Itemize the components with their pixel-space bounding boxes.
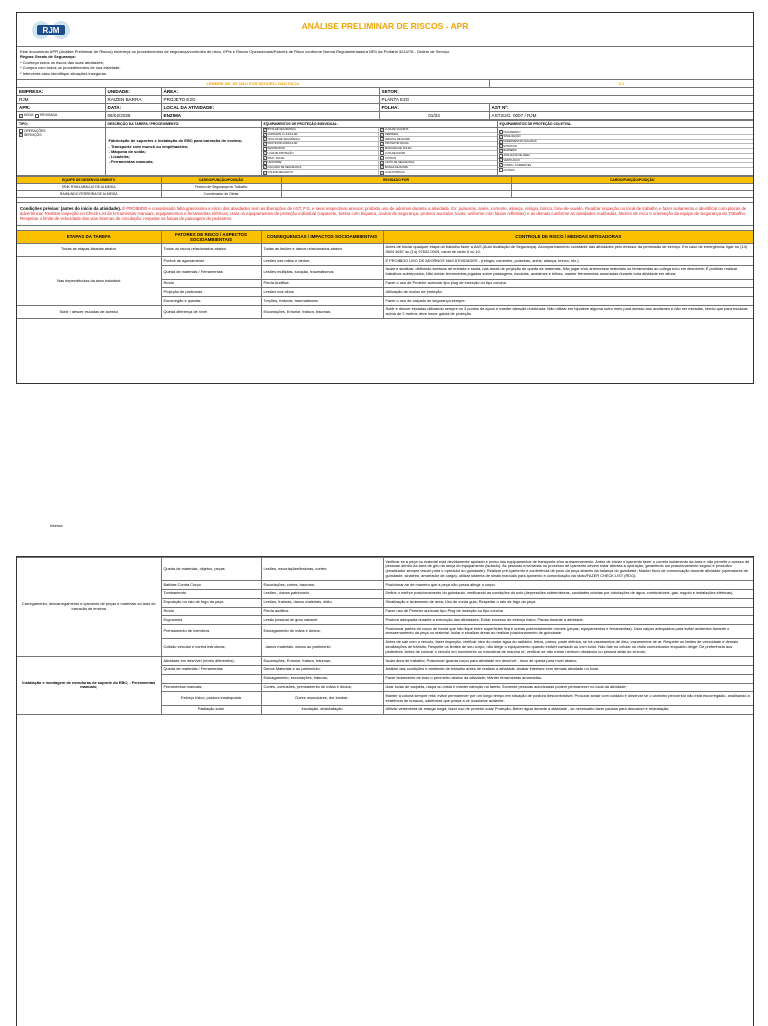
epi-item: [262, 170, 379, 175]
reminder-banner: LEMBRE-SE: SE NÃO FOR SEGURO, NÃO FAÇA: [17, 80, 489, 88]
epi-label: BOTA DE SEGURANÇA: [267, 128, 296, 132]
table-row: [17, 257, 753, 266]
risk-factor: Projeção de partículas: [161, 288, 261, 297]
risk-consequence: Lesão pessoal de grau variavel: [261, 616, 383, 625]
epi-label: AVENTAL DE RASPA: [385, 137, 410, 141]
epc-label: OUTROS: [503, 168, 515, 172]
risk-factor: Queda de materiais / Ferramentas: [161, 265, 261, 279]
task-stage: Carregamento, descarregamento e içamento de peças e materiais ao lado do barracão de enzima: [17, 558, 161, 657]
epi-checkbox[interactable]: ✓: [263, 132, 267, 137]
company-logo: [31, 19, 71, 41]
empresa-value: RJM: [17, 96, 105, 104]
risk-factor: Ferramentas manuais;: [161, 683, 261, 692]
svg-text:RJM: RJM: [42, 25, 60, 35]
prior-conditions: [17, 202, 753, 226]
tipo-label: TIPO:: [17, 121, 105, 128]
epi-checkbox[interactable]: ✓: [381, 156, 384, 160]
risk-consequence: Cortes, contusões, prensamento de mãos e dedos;: [261, 683, 383, 692]
risk-factor: Escorregão e quedas: [161, 297, 261, 306]
epc-list: [497, 128, 753, 176]
risk-consequence: Perda Auditiva: [261, 279, 383, 288]
risk-consequence: . danos materiais, danos ao patrimonio: [261, 638, 383, 656]
risk-consequence: Lesões múltiplas, luxação, traumatismos: [261, 265, 383, 279]
tipo-options: [17, 128, 105, 176]
risk-consequence: Dores musculares, dor lombar;: [261, 692, 383, 706]
header-form-table: [17, 79, 753, 120]
revisado-header: REVISADO POR: [281, 176, 511, 183]
epi-checkbox[interactable]: ✓: [381, 132, 384, 137]
unidade-label: UNIDADE:: [105, 88, 161, 96]
risk-consequence: Lesões, fraturas, danos materiais, óbito: [261, 598, 383, 607]
revisado-empty-2: [281, 190, 511, 197]
risk-consequence: Lesões nas mãos e dedos;: [261, 257, 383, 266]
epi-label: EQUIPAMENTOS DE PROTEÇÃO INDIVIDUAL:: [261, 121, 497, 128]
epi-label: RESPIRADOR: [267, 147, 285, 151]
page-title: ANÁLISE PRELIMINAR DE RISCOS - APR: [301, 20, 469, 31]
folha-label: FOLHA:: [379, 104, 489, 112]
epi-label: CALÇADO DE SEGURANÇA: [267, 165, 302, 169]
equipment-table: [17, 120, 753, 176]
epi-checkbox[interactable]: ✓: [263, 165, 267, 170]
epi-label: CINTO DE SEGURANÇA: [385, 161, 415, 165]
risk-factor: Queda de materiais, objetos, peças: [161, 558, 261, 581]
apr-page-2: [16, 556, 754, 1026]
epi-label: PROT. FACIAL: [267, 156, 285, 160]
risk-control: É PROIBIDO USO DE ADORNOS NAS ATIVIDADES - (relógio, correntes, pulseiras, anéis, aliança, brinco, etc.).: [383, 257, 753, 266]
local-value: ENZIMA: [161, 112, 379, 120]
epi-label: COLETE REFLETIVO: [267, 171, 294, 175]
epi-label: PROTETOR AURICULAR: [267, 142, 298, 146]
desc-line-2: - Transporte com munck ou empilhadeira;: [108, 143, 189, 149]
epc-checkbox[interactable]: ✓: [499, 134, 503, 139]
epc-label: EXTINTOR: [503, 144, 517, 148]
epc-label: CONES / CORRENTES: [503, 163, 532, 167]
nova-label: NOVA: [24, 113, 34, 118]
epi-label: MÁSCARA DE SOLDA: [385, 147, 412, 151]
epc-checkbox[interactable]: [499, 168, 503, 172]
epc-checkbox[interactable]: [499, 154, 503, 158]
task-stage: Nas dependências da área industrial: [17, 257, 161, 306]
epc-label: FERRAMENTAS ISOLADAS: [503, 140, 537, 144]
epc-checkbox[interactable]: ✓: [499, 139, 503, 144]
epi-checkbox[interactable]: ✓: [381, 137, 384, 142]
epc-label: SINALIZAÇÃO: [503, 135, 521, 139]
risk-control: Antes de Iniciar qualquer etapa do trabalho fazer a AAS (Auto Avaliação de Segurança). Acompanhamento constante das atividades pelo emissor da permissão de serviço. Em caso de emergência, ligar no (14) 3604 4687 ou (14) 97602-0009, canal de rádio 5 ou 10.: [383, 243, 753, 257]
empresa-label: EMPRESA:: [17, 88, 105, 96]
risk-control: Fazer isolamento de todo o perímetro abaixo da atividade; Manter ferramentas amarradas;: [383, 674, 753, 683]
risk-control: Subir e descer escadas utilizando sempre os 3 pontos de apoio e manter atenção redobrada. Não utilizar em hipótese alguma outro meio para acesso aos andaimes e não ser escadas, sendo que para escadas acima de 2 metros deve haver gaiola de proteção.: [383, 305, 753, 319]
risk-control: Fazer o uso de calçado de segurança sempre.: [383, 297, 753, 306]
epi-label: LUVA DE VAQUETA: [385, 128, 409, 132]
area-label: ÁREA:: [161, 88, 379, 96]
risk-control: Isolar área de trabalho; Posicionar guarda corpo para atividade em desnível - risco de queda para nível abaixo;: [383, 657, 753, 666]
task-stage: Subir / descer escadas de acesso: [17, 305, 161, 319]
desc-line-4: - Lixadeira;: [108, 154, 130, 160]
revisado-role-empty-1: [511, 183, 753, 190]
risk-factor: Pontos de agarramento: [161, 257, 261, 266]
classification-label: Interna: [50, 523, 63, 528]
epi-label: LUVA DE RASPA: [385, 151, 406, 155]
risk-factor: Ergonomia: [161, 616, 261, 625]
risk-control: Fazer uso de Protetor auricular tipo Plug de inserção ou tipo concha: [383, 607, 753, 616]
epc-checkbox[interactable]: ✓: [499, 144, 503, 149]
epi-checkbox[interactable]: ✓: [263, 151, 267, 156]
local-label: LOCAL DA ATIVIDADE:: [161, 104, 379, 112]
revisada-label: REVISADA: [40, 113, 58, 118]
epi-checkbox[interactable]: ✓: [381, 160, 384, 165]
risk-control: Utilizar vestimenta de manga longa, fazer uso de protetor solar Proteção; Beber água durante a atividade - se necessário fazer pausas para descanso e reidratação;: [383, 705, 753, 714]
epi-checkbox[interactable]: ✓: [263, 156, 267, 160]
epi-label: MANGA DE RASPA: [385, 165, 409, 169]
risk-consequence: Esmagamento, escoriações, fraturas;: [261, 674, 383, 683]
epi-label: CAPACETE C/ JUGULAR: [267, 133, 298, 137]
intro-section: [17, 47, 753, 79]
risk-factor: Ruído: [161, 607, 261, 616]
risk-control: Fazer o uso de Protetor auricular tipo plug de inserção ou tipo concha.: [383, 279, 753, 288]
epi-item: [379, 170, 497, 175]
apr-label: APR:: [17, 104, 105, 112]
data-value: 06/02/2025: [105, 112, 161, 120]
epi-label: PROTETOR FACIAL: [385, 142, 410, 146]
tipo-operacoes: OPERAÇÕES: [24, 129, 46, 134]
folha-value: 01/03: [379, 112, 489, 120]
epi-checkbox[interactable]: ✓: [381, 141, 384, 146]
version-label: V.1: [489, 80, 753, 88]
risk-consequence: Todas as lesões e danos relacionados abaixo: [261, 243, 383, 257]
risk-factor: Radiação solar: [161, 705, 261, 714]
risk-consequence: Lesões , danos patrimonio: [261, 589, 383, 598]
intro-text: Este documento APR (Análise Preliminar de Riscos) endereça os procedimentos de segurança/controles de risco, EPIs e Riscos Operacionais/Fatores de Risco conforme Norma Regulamentadora NR1 da Portaria 3214/78 - Ordem de Serviço.: [20, 49, 451, 54]
nova-checkbox[interactable]: ✓: [20, 113, 23, 118]
risk-consequence: Perda auditiva: [261, 607, 383, 616]
cargo-header: CARGO/FUNÇÃO/POSIÇÃO: [161, 176, 281, 183]
task-stage: Todas as etapas listadas abaixo: [17, 243, 161, 257]
col-controle: CONTROLE DE RISCO / MEDIDAS MITIGADORAS: [383, 230, 753, 243]
setor-label: SETOR:: [379, 88, 753, 96]
epc-item: [498, 168, 754, 173]
rules-title: Regras Gerais de Segurança:: [20, 54, 76, 60]
epc-checkbox[interactable]: ✓: [499, 158, 503, 163]
epc-label: ISOLAMENTO: [503, 130, 521, 134]
epc-label: BARREIRA: [503, 149, 517, 153]
data-label: DATA:: [105, 104, 161, 112]
ast-value: AST.E2G. 0007 / RJM: [489, 112, 753, 120]
risk-table-2: [17, 557, 753, 715]
col-consequencias: CONSEQUENCIAS / IMPACTOS SOCIOAMBIENTAIS: [261, 230, 383, 243]
col-etapas: ETAPAS DA TAREFA: [17, 230, 161, 243]
risk-factor: Queda diferença de nível: [161, 305, 261, 319]
risk-control: Sinalização e isolamento de área; Uso de corda guia; Respeitar o raio de fogo da peça.: [383, 598, 753, 607]
setor-value: PLANTA E2G: [379, 96, 753, 104]
epc-checkbox[interactable]: ✓: [499, 130, 503, 135]
epi-label: PERNEIRA: [385, 133, 399, 137]
risk-control: Utilização de óculos de proteção: [383, 288, 753, 297]
epi-label: UNIFORME: [267, 161, 282, 165]
risk-consequence: Escoriações, cortes, traumas;: [261, 581, 383, 590]
risk-consequence: Escoriações, Entorse, fratura, traumas;: [261, 305, 383, 319]
risk-consequence: Escoriações, Entorse, fratura, traumas;: [261, 657, 383, 666]
epi-checkbox[interactable]: ✓: [381, 165, 384, 170]
risk-control: Verificar se a peça ou material está devidamente apoiado e preso nos equipamentos de transporte e/ou armazenamento. Antes de iniciar o içamento fazer o correto isolamento da área e não permitir o acesso de pessoas dentro da área de giro da lança do equipamento (isolado). As pessoas envolvidas no processo de içamento devem estar atentas à operação, garantindo um posicionamento seguro e produtivo (sinalizador sempre visível para o operador do guindaste). Realizar pré-içamento e conferência de peso da peça através da balança do guindaste; Manter fluxo de comunicação durante atividade (operadores de guindaste, sinaleiro, amarrador de carga), utilizar sistema de sinais manuais para içamento e comunicação via rádio/FAZER CHECK LIST (RDG).: [383, 558, 753, 581]
tipo-servicos: SERVIÇOS: [24, 133, 42, 138]
servicos-checkbox[interactable]: ✓: [20, 133, 23, 138]
epc-checkbox[interactable]: ✓: [499, 163, 503, 168]
epi-checkbox[interactable]: [380, 151, 384, 155]
risk-factor: [161, 674, 261, 683]
ast-label: AST Nº:: [489, 104, 753, 112]
epi-checkbox[interactable]: ✓: [381, 170, 384, 175]
task-stage: Instalação e montagem de estruturas de suporte do EBC; - Ferramentas manuais;: [17, 657, 161, 715]
risk-factor: Exposição no raio de fogo da peça: [161, 598, 261, 607]
table-row: [17, 243, 753, 257]
epi-checkbox[interactable]: ✓: [263, 160, 267, 165]
revisada-checkbox[interactable]: [35, 114, 39, 118]
risk-control: Manter a coluna sempre reta; evitar permanecer por um longo tempo em situação de postura desconfortável; Procurar andar com cuidado e observar se o caminho percorrido não está escorregadio, analisando a existência de buracos, saliências que possa a vir ocasionar acidente.: [383, 692, 753, 706]
risk-factor: Ruído: [161, 279, 261, 288]
epi-label: LUVA DE PROTEÇÃO: [267, 151, 294, 155]
risk-control: Posicionar partes do corpo de forma que não fique entre superfícies fixa e outras potencialmente móveis (peças, equipamentos e ferramentas). Usar calços adequados para evitar acidentes durante o armazenamento da peça ou material. Isolar e sinalizar áreas ao realizar posicionamento de guindaste.: [383, 625, 753, 639]
table-row: [17, 558, 753, 581]
team-role-1: Técnico de Segurança do Trabalho: [161, 183, 281, 190]
risk-control: Usar luvas de vaqueta, raspa ou mista e manter atenção na tarefa; Somente pessoas autorizadas podem permanecer no local da atividade;: [383, 683, 753, 692]
risk-factor: Todos os riscos relacionados abaixo: [161, 243, 261, 257]
risk-control: Definir o melhor posicionamento do guindauto, verificando as condições do solo (depressões subterrâneas, cavidades criadas por tubulações de água, combustíveis, gás, esgoto e instalações elétricas).: [383, 589, 753, 598]
task-description: [105, 128, 261, 176]
risk-consequence: Lesões, escoriações/fraturas, cortes;: [261, 558, 383, 581]
epi-label: OUTROS: [385, 156, 397, 160]
epi-checkbox[interactable]: ✓: [263, 170, 267, 175]
table-row: [17, 305, 753, 319]
risk-factor: Colisão veicular e contra estruturas;: [161, 638, 261, 656]
col-fatores: FATORES DE RISCO / ASPECTOS SOCIOAMBIENTAIS: [161, 230, 261, 243]
risk-factor: Queda de materiais / Ferramentas: [161, 665, 261, 674]
risk-factor: Esforço físico, postura inadequada: [161, 692, 261, 706]
risk-consequence: Esmagamento de mãos e dedos;: [261, 625, 383, 639]
risk-consequence: Insolação, desidratação: [261, 705, 383, 714]
risk-consequence: Danos Materiais e ao patrimônio;: [261, 665, 383, 674]
apr-page-1: [16, 12, 754, 384]
table-row: [17, 657, 753, 666]
epi-checkbox[interactable]: ✓: [263, 141, 267, 146]
epi-list: [261, 128, 497, 176]
team-member-1: ERIK RYAN ARAUJO DE ALMEIDA: [17, 183, 161, 190]
risk-table-1: [17, 230, 753, 320]
team-member-2: RAIMUNDO FERREIRA DE ALMEIDA: [17, 190, 161, 197]
area-value: PROJETO E2G: [161, 96, 379, 104]
desc-line-5: - Ferramentas manuais;: [108, 159, 154, 165]
equipe-header: EQUIPE DE DESENVOLVIMENTO: [17, 176, 161, 183]
apr-type-options: [17, 112, 105, 120]
revisado-empty-1: [281, 183, 511, 190]
risk-factor: Atividade em desnível (níveis diferentes);: [161, 657, 261, 666]
revisado-role-empty-2: [511, 190, 753, 197]
epc-label: VENTILAÇÃO: [503, 158, 520, 162]
risk-control: Antes de sair com o veículo, fazer inspeção, verificar óleo do motor água do radiador, freios, pneus, parte elétrica, se há vazamentos de óleo, vazamentos de ar. Respeite os limites de velocidade e demais sinalizações de trânsito; Respeite os limites de seu corpo, não dirigir o equipamento quando estiver cansado ou com sono. Não fale no celular ou rádio comunicador enquanto dirige; De preferência aos pedestres. Antes de colocar o veículo em movimento ou manobras de marcha ré, verificar se não existe nenhum obstáculo ou pessoa atrás do veículo;: [383, 638, 753, 656]
conditions-label: Condições prévias: (antes do início da atividade).: [20, 205, 121, 211]
cargo-header-2: CARGO/FUNÇÃO/POSIÇÃO: [511, 176, 753, 183]
epi-checkbox[interactable]: ✓: [263, 127, 267, 132]
desc-line-3: - Máquina de solda;: [108, 148, 146, 154]
risk-factor: Tombamento: [161, 589, 261, 598]
desc-line-1: Fabricação de suportes e instalação de EBC para barracão de enzima;: [108, 138, 243, 144]
risk-control: Posicionar-se de maneira que a peça não possa atingir o corpo.: [383, 581, 753, 590]
team-table: [17, 176, 753, 198]
epc-label: EQUIPAMENTOS DE PROTEÇÃO COLETIVA:: [497, 121, 753, 128]
epc-checkbox[interactable]: ✓: [499, 148, 503, 153]
epi-checkbox[interactable]: ✓: [263, 137, 267, 142]
rule-2: * Cumpra com todos os procedimentos de sua atividade;: [20, 65, 121, 71]
risk-factor: Batidas Contra Corpo: [161, 581, 261, 590]
conditions-text: É PROIBIDO e considerado falta gravíssima o início das atividades sem as liberações de AST, P.S. e seus respectivos anexos; proibido uso de adornos durante a atividade. Ex: pulseiras, anéis, corrente, aliança, relógio, brinco, fone de ouvido. Realizar inspeção no local de trabalho e fazer isolamento e identificar com placas de advertência; Realizar inspeção no Check List de ferramentas manuais, equipamentos e ferramentas elétricas. Usar os equipamentos de proteção individual (capacete, botina com biqueira, óculos de segurança, protetor auricular, luvas, uniforme com faixas refletivas) e as demais conforme as atividades realizadas, fatores de risco e orientação da equipe de Segurança do Trabalho; Respeitar o limite de velocidade das vias internas de circulação; respeitar as faixas de passagem de pedestres.: [20, 205, 747, 222]
epi-label: LUVA NITRÍLICA: [385, 171, 405, 175]
rule-1: * Conheça todos os riscos das suas atividades;: [20, 59, 104, 65]
document-header: [17, 13, 753, 47]
risk-consequence: Lesões nos olhos: [261, 288, 383, 297]
risk-control: Postura adequada durante a execução das atividades; Evitar excesso de esforço físico; Pausa durante a atividade.: [383, 616, 753, 625]
team-role-2: Coordenador de Obras: [161, 190, 281, 197]
epi-label: ÓCULOS DE SEGURANÇA: [267, 137, 300, 141]
rule-3: * Interventa caso identifique situações inseguras.: [20, 70, 107, 76]
epi-checkbox[interactable]: ✓: [381, 146, 384, 151]
unidade-value: RAIZEN BARRA: [105, 96, 161, 104]
epc-label: AVALIAÇÃO DE ÁREA: [503, 154, 530, 158]
description-label: DESCRIÇÃO DA TAREFA / PROCEDIMENTO:: [105, 121, 261, 128]
epi-checkbox[interactable]: [263, 147, 267, 151]
risk-factor: Prensamento de membros: [161, 625, 261, 639]
epi-checkbox[interactable]: ✓: [381, 127, 384, 132]
risk-consequence: Torções, fraturas, traumatismos: [261, 297, 383, 306]
risk-control: Análise das condições e ambiente de trabalho antes de realizar a atividade. Avaliar interface com demais atividade no local.: [383, 665, 753, 674]
risk-control: Isolar e sinalizar, definindo acessos de entrada e saída, nas áreas de projeção de queda de materiais; Não jogar e/ou arremessar materiais ou ferramentas ao colega e/ou em desníveis; É proibido realizar trabalhos sobrepostos; Não deixar ferramentas jogadas sobre passagens, escadas, andaimes e telhas, manter ferramentas amarradas durante toda atividade em altura;: [383, 265, 753, 279]
